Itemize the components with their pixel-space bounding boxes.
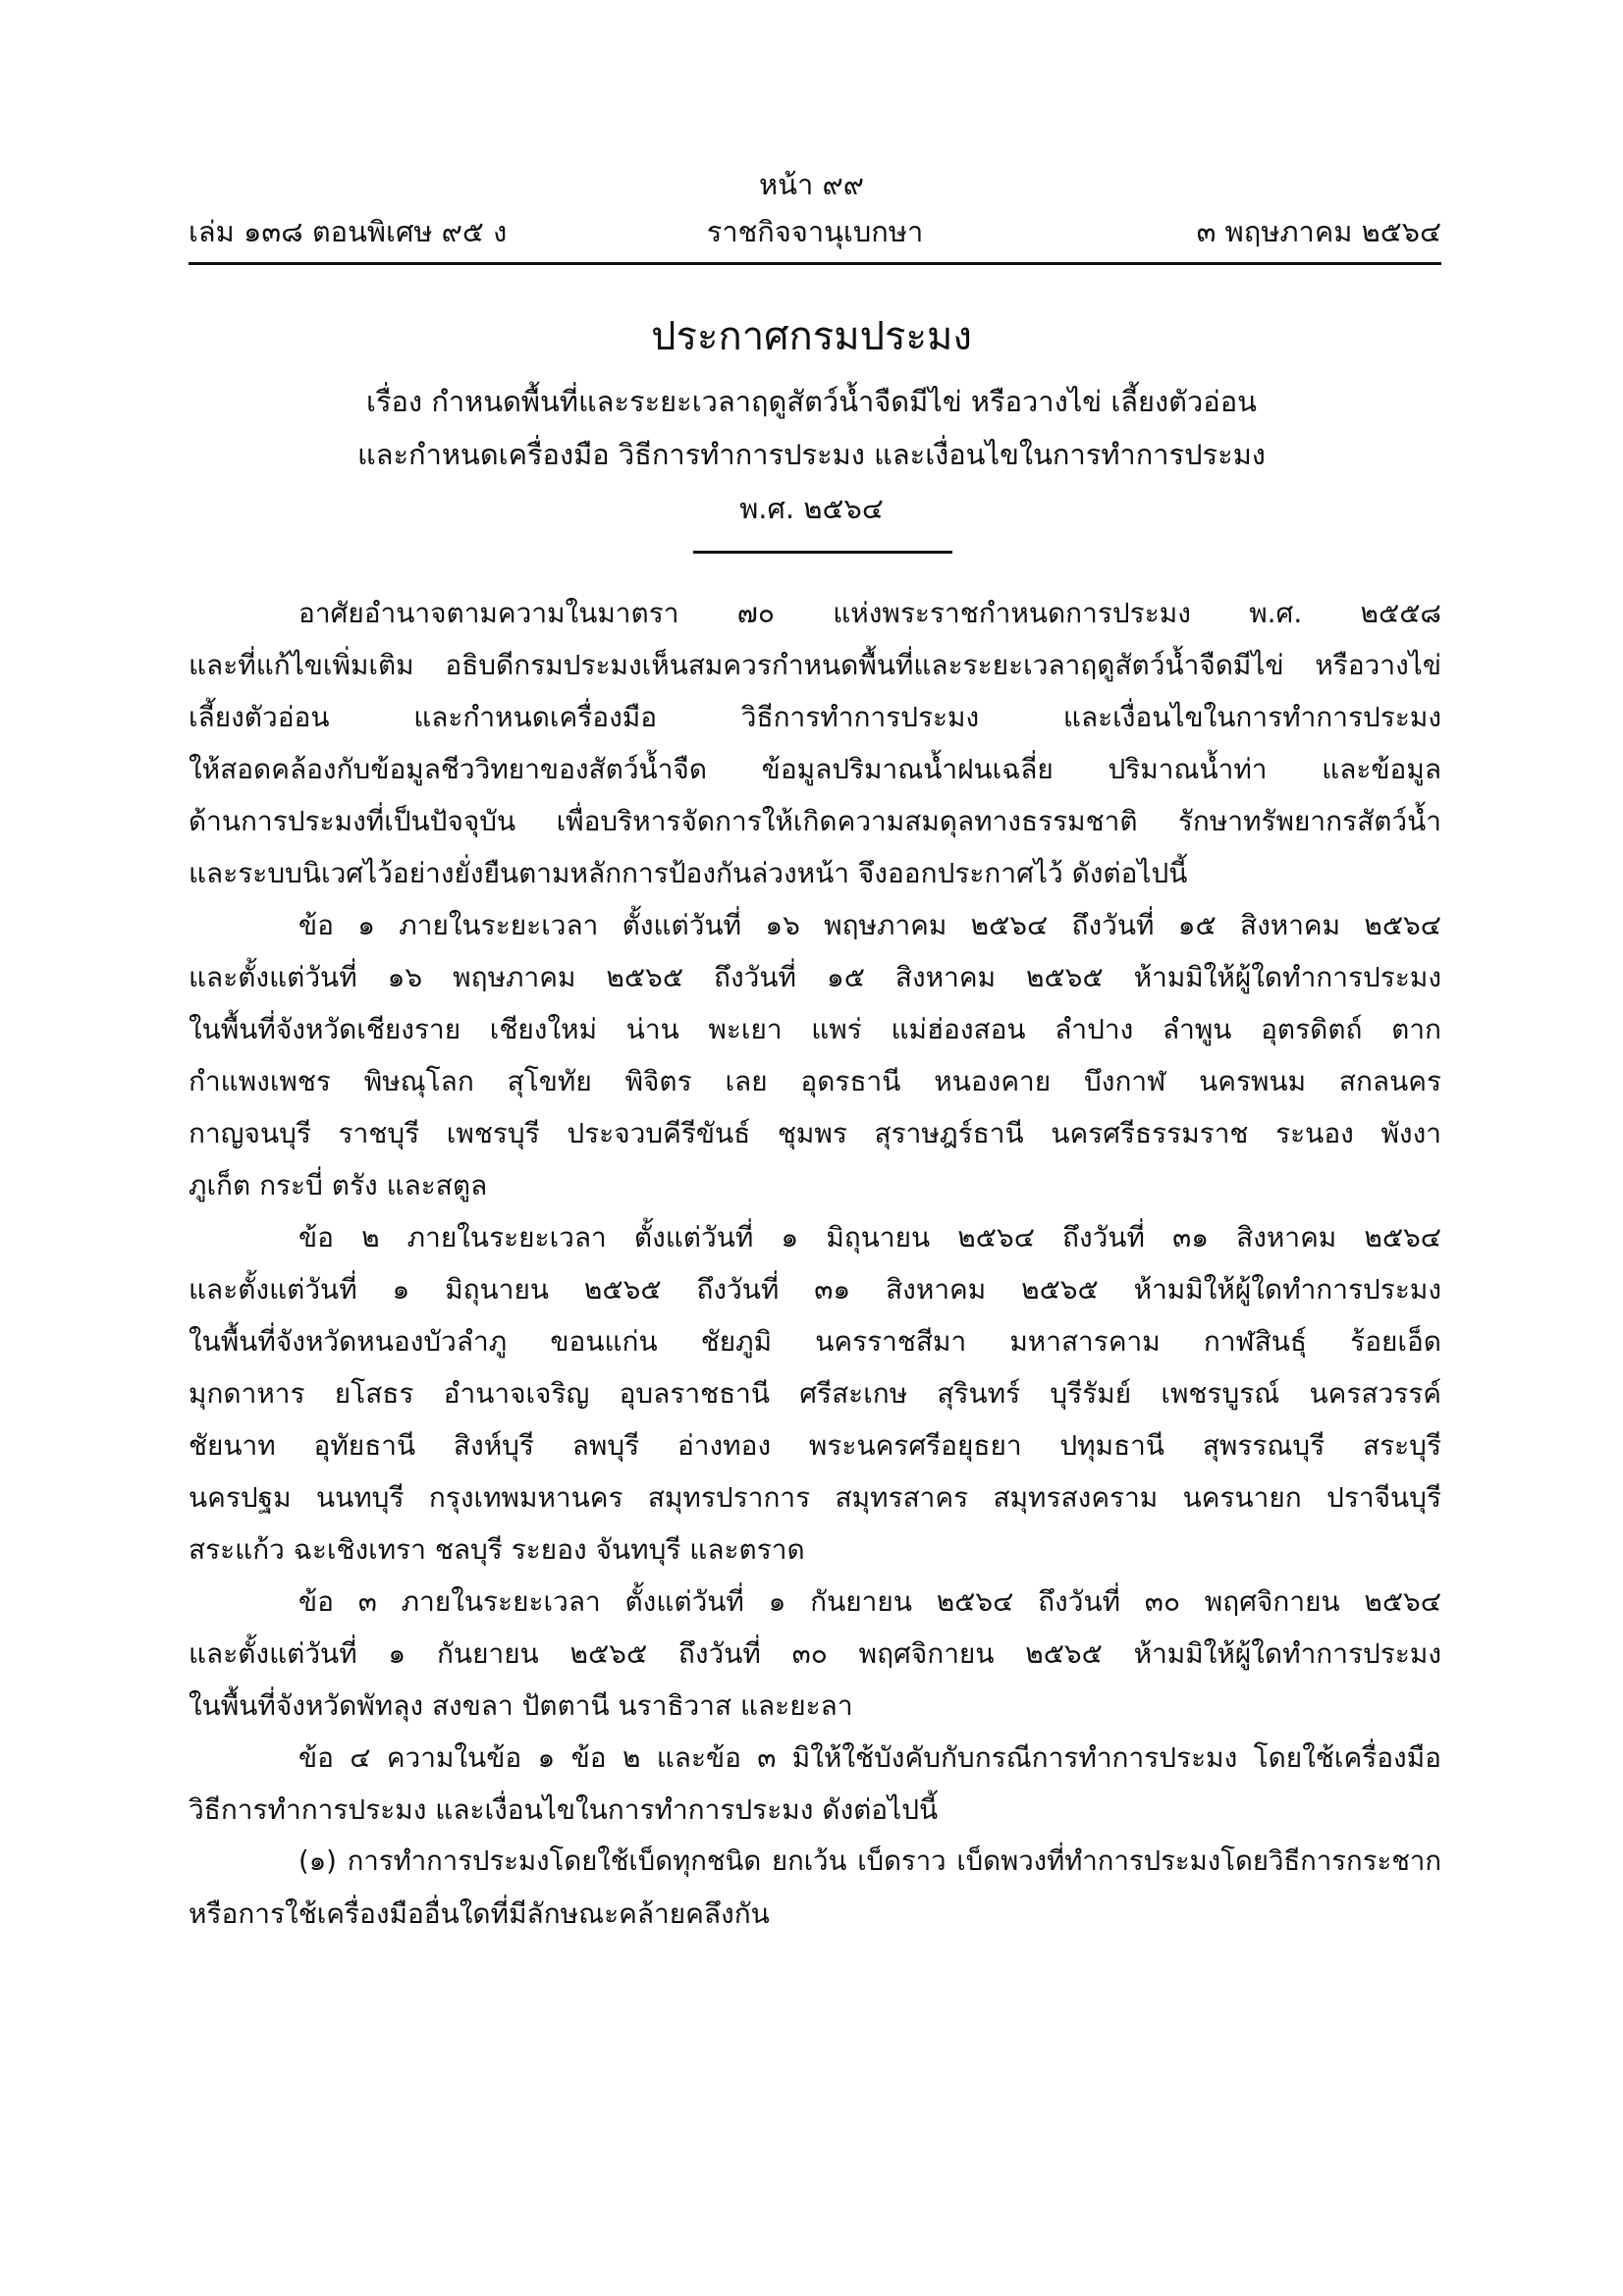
document-body (189, 587, 1441, 1940)
subtitle-year: พ.ศ. ๒๕๖๔ (739, 492, 884, 525)
clause-4-line: วิธีการทำการประมง และเงื่อนไขในการทำการประมง ดังต่อไปนี้ (189, 1793, 939, 1826)
publication-date: ๓ พฤษภาคม ๒๕๖๔ (1196, 215, 1441, 248)
clause-1-line: ภูเก็ต กระบี่ ตรัง และสตูล (189, 1169, 488, 1201)
paragraph-line: เลี้ยงตัวอ่อน และกำหนดเครื่องมือ วิธีการทำการประมง และเงื่อนไขในการทำการประมง (189, 701, 1441, 733)
clause-2-line: ข้อ ๒ ภายในระยะเวลา ตั้งแต่วันที่ ๑ มิถุนายน ๒๕๖๔ ถึงวันที่ ๓๑ สิงหาคม ๒๕๖๔ (298, 1221, 1441, 1254)
clause-2-line: ในพื้นที่จังหวัดหนองบัวลำภู ขอนแก่น ชัยภูมิ นครราชสีมา มหาสารคาม กาฬสินธุ์ ร้อยเอ็ด (189, 1325, 1441, 1358)
clause-3-line: ข้อ ๓ ภายในระยะเวลา ตั้งแต่วันที่ ๑ กันยายน ๒๕๖๔ ถึงวันที่ ๓๐ พฤศจิกายน ๒๕๖๔ (298, 1585, 1441, 1618)
paragraph-line: ให้สอดคล้องกับข้อมูลชีววิทยาของสัตว์น้ำจืด ข้อมูลปริมาณน้ำฝนเฉลี่ย ปริมาณน้ำท่า และข้อมูล (189, 753, 1441, 785)
clause-1-line: และตั้งแต่วันที่ ๑๖ พฤษภาคม ๒๕๖๕ ถึงวันที่ ๑๕ สิงหาคม ๒๕๖๕ ห้ามมิให้ผู้ใดทำการประมง (189, 961, 1441, 993)
clause-2-line: มุกดาหาร ยโสธร อำนาจเจริญ อุบลราชธานี ศรีสะเกษ สุรินทร์ บุรีรัมย์ เพชรบูรณ์ นครสวรรค์ (189, 1377, 1441, 1410)
publication-name: ราชกิจจานุเบกษา (706, 215, 924, 248)
paragraph-line: และระบบนิเวศไว้อย่างยั่งยืนตามหลักการป้องกันล่วงหน้า จึงออกประกาศไว้ ดังต่อไปนี้ (189, 857, 1188, 889)
header-divider (189, 262, 1441, 265)
clause-2-line: สระแก้ว ฉะเชิงเทรา ชลบุรี ระยอง จันทบุรี และตราด (189, 1533, 805, 1566)
paragraph-line: ด้านการประมงที่เป็นปัจจุบัน เพื่อบริหารจัดการให้เกิดความสมดุลทางธรรมชาติ รักษาทรัพยากรสัตว์น้ำ (189, 805, 1441, 837)
clause-3-line: ในพื้นที่จังหวัดพัทลุง สงขลา ปัตตานี นราธิวาส และยะลา (189, 1689, 853, 1722)
gazette-header (189, 212, 1441, 255)
document-title: ประกาศกรมประมง (651, 314, 972, 359)
paragraph-line: และที่แก้ไขเพิ่มเติม อธิบดีกรมประมงเห็นสมควรกำหนดพื้นที่และระยะเวลาฤดูสัตว์น้ำจืดมีไข่ หรือวางไข่ (189, 649, 1441, 681)
clause-2-line: ชัยนาท อุทัยธานี สิงห์บุรี ลพบุรี อ่างทอง พระนครศรีอยุธยา ปทุมธานี สุพรรณบุรี สระบุรี (189, 1429, 1441, 1462)
clause-2-line: นครปฐม นนทบุรี กรุงเทพมหานคร สมุทรปราการ สมุทรสาคร สมุทรสงคราม นครนายก ปราจีนบุรี (189, 1481, 1441, 1514)
clause-3-line: และตั้งแต่วันที่ ๑ กันยายน ๒๕๖๕ ถึงวันที่ ๓๐ พฤศจิกายน ๒๕๖๕ ห้ามมิให้ผู้ใดทำการประมง (189, 1637, 1441, 1670)
title-divider (693, 551, 952, 554)
subtitle-line: เรื่อง กำหนดพื้นที่และระยะเวลาฤดูสัตว์น้ำจืดมีไข่ หรือวางไข่ เลี้ยงตัวอ่อน (366, 385, 1257, 418)
clause-1-line: กาญจนบุรี ราชบุรี เพชรบุรี ประจวบคีรีขันธ์ ชุมพร สุราษฎร์ธานี นครศรีธรรมราช ระนอง พังงา (189, 1117, 1441, 1149)
clause-2-line: และตั้งแต่วันที่ ๑ มิถุนายน ๒๕๖๕ ถึงวันที่ ๓๑ สิงหาคม ๒๕๖๕ ห้ามมิให้ผู้ใดทำการประมง (189, 1273, 1441, 1306)
page-number: หน้า ๙๙ (759, 168, 864, 201)
sub-item-1-line: (๑) การทำการประมงโดยใช้เบ็ดทุกชนิด ยกเว้น เบ็ดราว เบ็ดพวงที่ทำการประมงโดยวิธีการกระชาก (298, 1845, 1441, 1877)
clause-1-line: ในพื้นที่จังหวัดเชียงราย เชียงใหม่ น่าน พะเยา แพร่ แม่ฮ่องสอน ลำปาง ลำพูน อุตรดิตถ์ ตาก (189, 1013, 1441, 1045)
clause-1-line: ข้อ ๑ ภายในระยะเวลา ตั้งแต่วันที่ ๑๖ พฤษภาคม ๒๕๖๔ ถึงวันที่ ๑๕ สิงหาคม ๒๕๖๔ (298, 909, 1441, 941)
volume-issue: เล่ม ๑๓๘ ตอนพิเศษ ๙๕ ง (189, 215, 508, 248)
paragraph-line: อาศัยอำนาจตามความในมาตรา ๗๐ แห่งพระราชกำหนดการประมง พ.ศ. ๒๕๕๘ (298, 597, 1441, 629)
clause-1-line: กำแพงเพชร พิษณุโลก สุโขทัย พิจิตร เลย อุดรธานี หนองคาย บึงกาฬ นครพนม สกลนคร (189, 1065, 1441, 1097)
sub-item-1-line: หรือการใช้เครื่องมืออื่นใดที่มีลักษณะคล้ายคลึงกัน (189, 1897, 770, 1930)
clause-4-line: ข้อ ๔ ความในข้อ ๑ ข้อ ๒ และข้อ ๓ มิให้ใช้บังคับกับกรณีการทำการประมง โดยใช้เครื่องมือ (298, 1741, 1441, 1774)
subtitle-line: และกำหนดเครื่องมือ วิธีการทำการประมง และเงื่อนไขในการทำการประมง (357, 438, 1266, 471)
